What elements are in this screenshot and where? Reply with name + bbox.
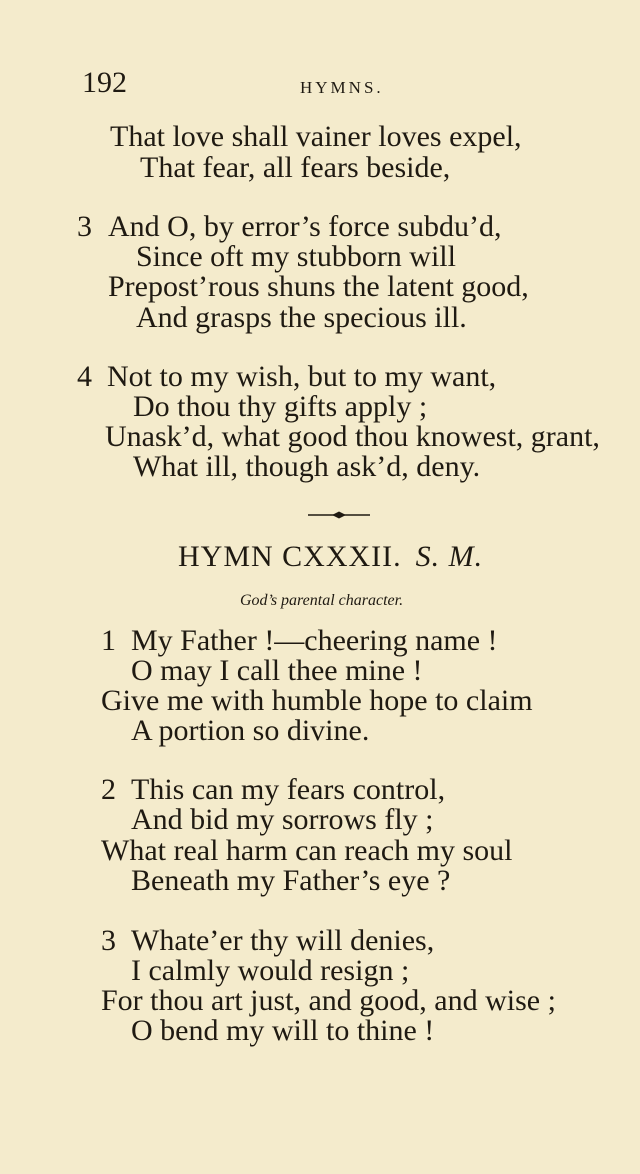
verse-line: Whate’er thy will denies, — [131, 924, 435, 957]
verse-line: And grasps the specious ill. — [136, 301, 467, 334]
hymn-number: HYMN CXXXII. — [178, 540, 402, 573]
verse-line: That fear, all fears beside, — [140, 151, 451, 184]
hymn-meter: S. M. — [415, 540, 484, 573]
verse-number: 1 — [101, 624, 116, 657]
verse-line: What ill, though ask’d, deny. — [133, 450, 481, 483]
verse-line: Prepost’rous shuns the latent good, — [108, 270, 529, 303]
running-head: HYMNS. — [300, 78, 384, 97]
verse-line: Do thou thy gifts apply ; — [133, 390, 428, 423]
verse-number: 3 — [77, 210, 92, 243]
verse-line: Since oft my stubborn will — [136, 240, 456, 273]
verse-line: That love shall vainer loves expel, — [110, 120, 522, 153]
verse-line: And bid my sorrows fly ; — [131, 803, 434, 836]
page-number: 192 — [82, 66, 127, 99]
verse-line: I calmly would resign ; — [131, 954, 410, 987]
verse-line: Unask’d, what good thou knowest, grant, — [105, 420, 600, 453]
verse-line: O bend my will to thine ! — [131, 1014, 435, 1047]
verse-line: My Father !—cheering name ! — [131, 624, 498, 657]
verse-line: For thou art just, and good, and wise ; — [101, 984, 556, 1017]
verse-line: Beneath my Father’s eye ? — [131, 864, 451, 897]
verse-number: 2 — [101, 773, 116, 806]
verse-line: A portion so divine. — [131, 714, 370, 747]
page-header — [82, 66, 512, 102]
ornamental-rule — [308, 510, 370, 520]
verse-number: 3 — [101, 924, 116, 957]
verse-number: 4 — [77, 360, 92, 393]
verse-line: What real harm can reach my soul — [101, 834, 513, 867]
verse-line: Not to my wish, but to my want, — [107, 360, 497, 393]
verse-line: And O, by error’s force subdu’d, — [108, 210, 502, 243]
verse-line: This can my fears control, — [131, 773, 446, 806]
hymn-subtitle: God’s parental character. — [240, 592, 404, 609]
verse-line: O may I call thee mine ! — [131, 654, 423, 687]
hymn-title — [178, 540, 483, 574]
verse-line: Give me with humble hope to claim — [101, 684, 533, 717]
